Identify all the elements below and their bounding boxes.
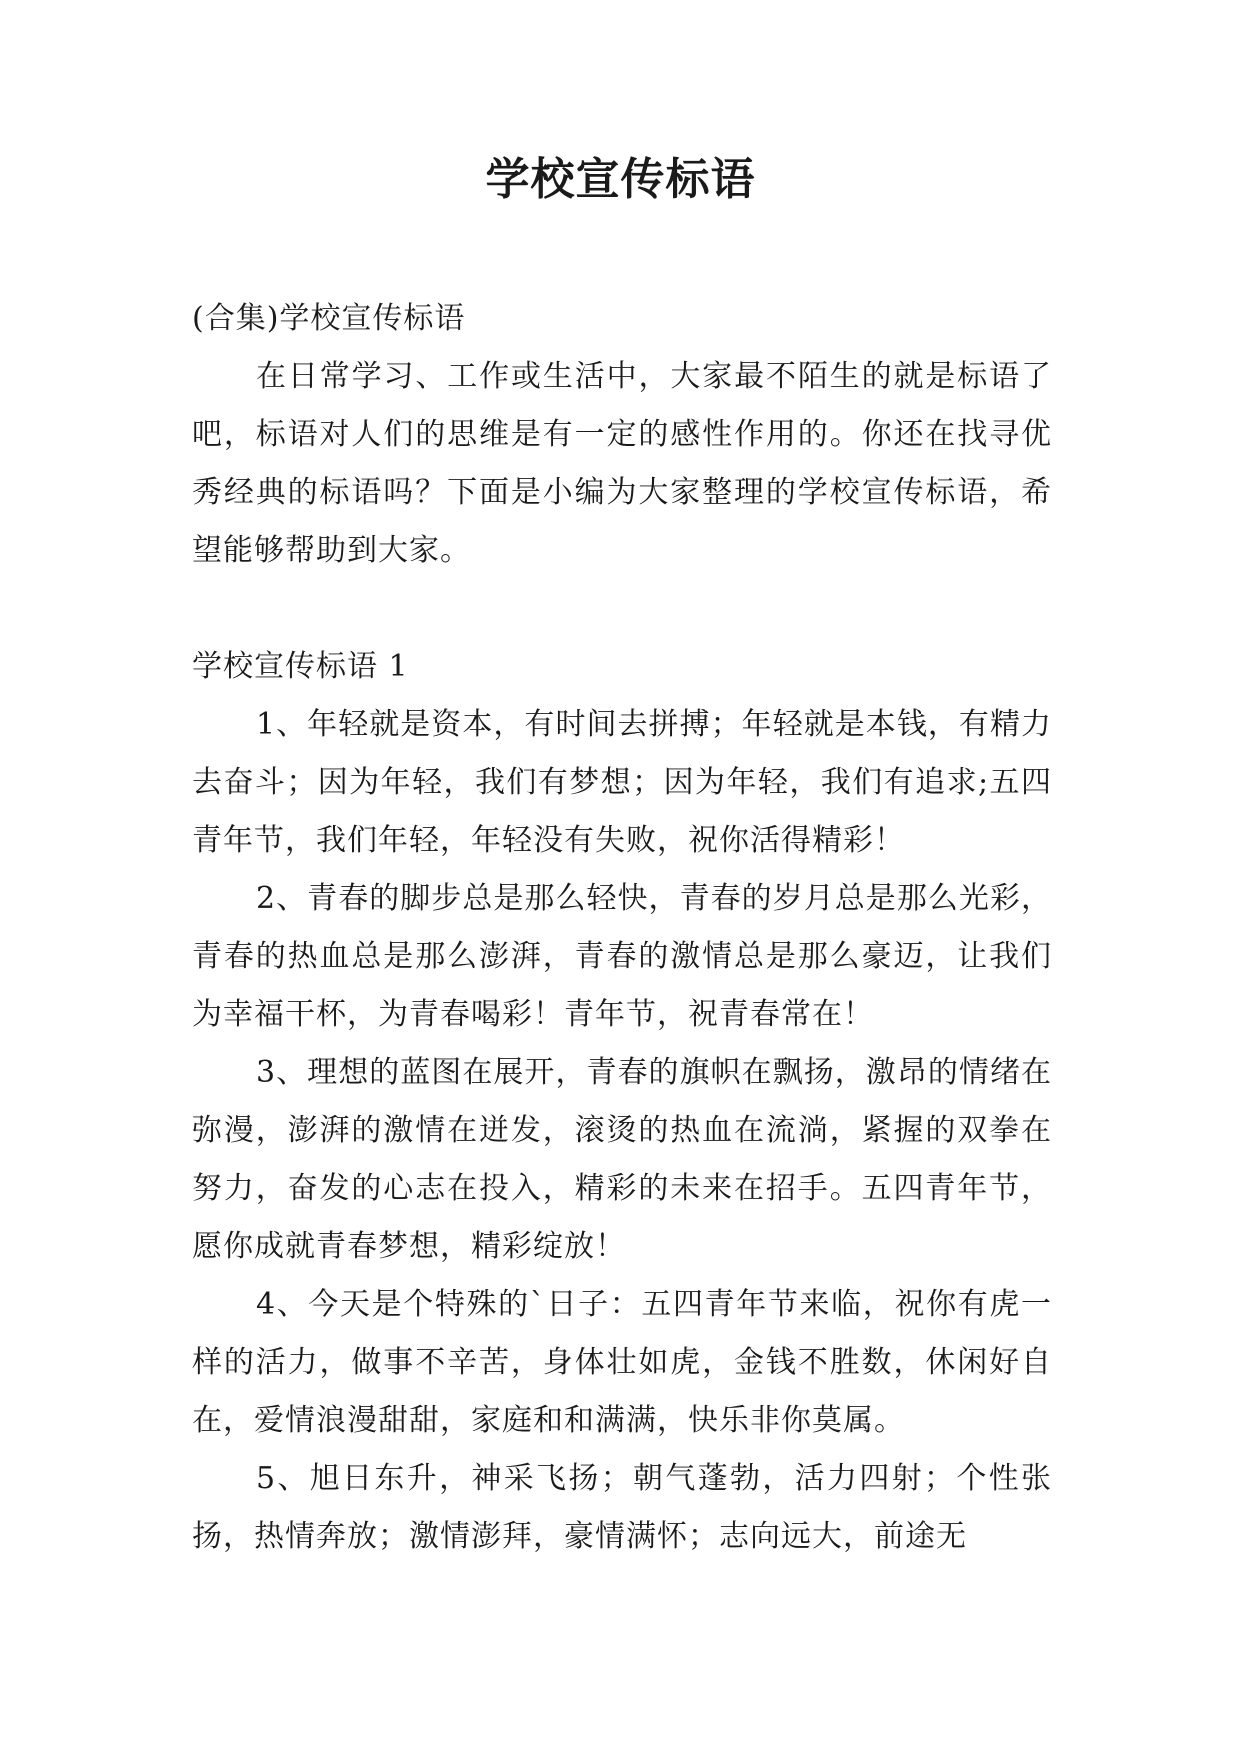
section-heading: 学校宣传标语 1: [192, 649, 409, 684]
slogan-item-4: 4、今天是个特殊的`日子：五四青年节来临，祝你有虎一样的活力，做事不辛苦，身体壮如虎，金钱不胜数，休闲好自在，爱情浪漫甜甜，家庭和和满满，快乐非你莫属。: [192, 1287, 1052, 1438]
document-title: 学校宣传标语: [485, 154, 756, 205]
document-subtitle: (合集)学校宣传标语: [192, 301, 466, 336]
slogan-item-5: 5、旭日东升，神采飞扬；朝气蓬勃，活力四射；个性张扬，热情奔放；激情澎拜，豪情满怀；志向远大，前途无: [192, 1461, 1052, 1554]
slogan-item-3: 3、理想的蓝图在展开，青春的旗帜在飘扬，激昂的情绪在弥漫，澎湃的激情在迸发，滚烫的热血在流淌，紧握的双拳在努力，奋发的心志在投入，精彩的未来在招手。五四青年节，愿你成就青春梦想，精彩绽放！: [192, 1055, 1052, 1264]
paragraph-gap: [192, 580, 1052, 638]
slogan-item-2: 2、青春的脚步总是那么轻快，青春的岁月总是那么光彩，青春的热血总是那么澎湃，青春的激情总是那么豪迈，让我们为幸福干杯，为青春喝彩！青年节，祝青春常在！: [192, 881, 1052, 1032]
slogan-item-1: 1、年轻就是资本，有时间去拼搏；年轻就是本钱，有精力去奋斗；因为年轻，我们有梦想；因为年轻，我们有追求;五四青年节，我们年轻，年轻没有失败，祝你活得精彩！: [192, 707, 1052, 858]
intro-paragraph: 在日常学习、工作或生活中，大家最不陌生的就是标语了吧，标语对人们的思维是有一定的感性作用的。你还在找寻优秀经典的标语吗？下面是小编为大家整理的学校宣传标语，希望能够帮助到大家。: [192, 359, 1052, 568]
document-body: [192, 290, 1052, 1566]
